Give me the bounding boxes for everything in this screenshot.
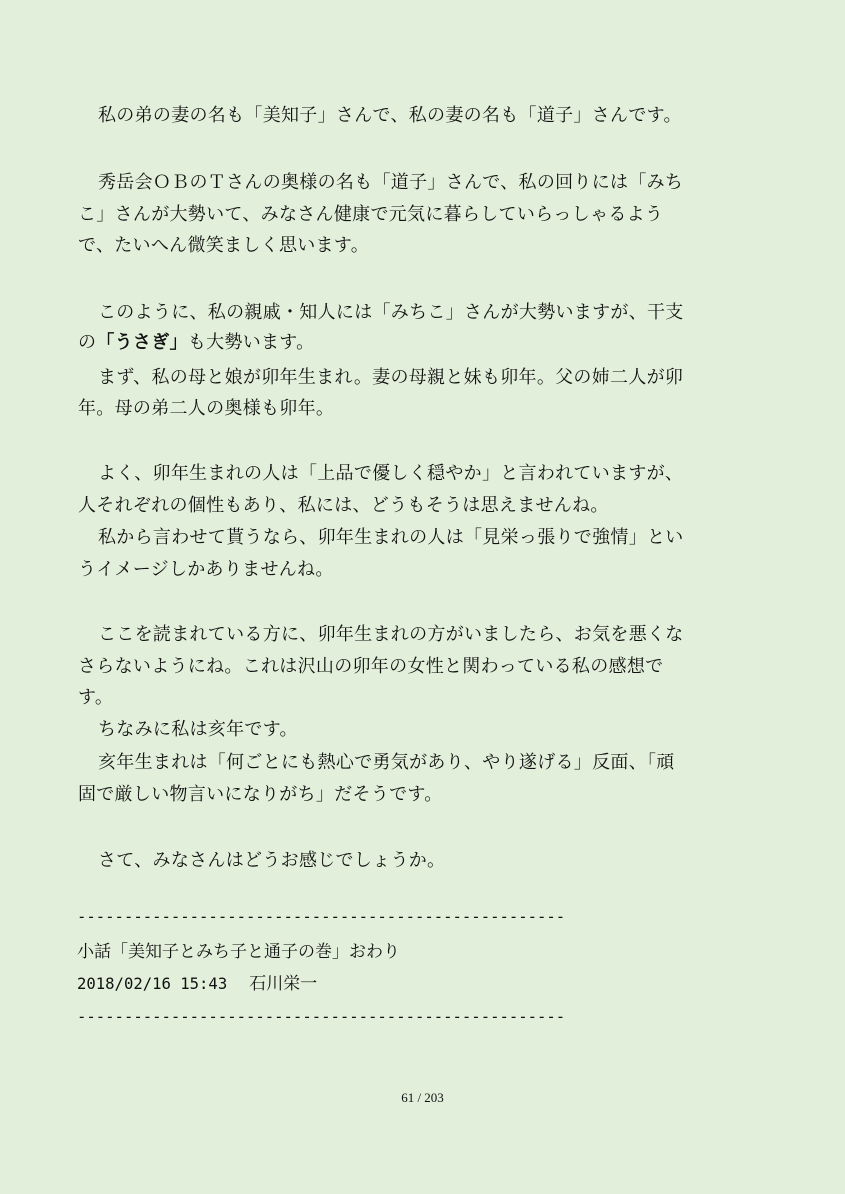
text-run: も大勢います。 bbox=[187, 332, 315, 353]
paragraph-line: 固で厳しい物言いになりがち」だそうです。 bbox=[78, 784, 443, 805]
paragraph-line: このように、私の親戚・知人には「みちこ」さんが大勢いますが、干支 bbox=[98, 302, 684, 323]
paragraph-line: 私から言わせて貰うなら、卯年生まれの人は「見栄っ張りで強情」とい bbox=[98, 527, 684, 548]
footer-date-time: 2018/02/16 15:43 bbox=[77, 975, 228, 993]
footer-author: 石川栄一 bbox=[249, 974, 318, 994]
footer-title: 小話「美知子とみち子と通子の巻」おわり bbox=[77, 942, 400, 962]
separator-bottom: ---------------------------------------------------- bbox=[77, 1008, 566, 1026]
paragraph-line: ここを読まれている方に、卯年生まれの方がいましたら、お気を悪くな bbox=[98, 624, 684, 645]
paragraph-line: さて、みなさんはどうお感じでしょうか。 bbox=[98, 850, 446, 871]
paragraph-line: 年。母の弟二人の奥様も卯年。 bbox=[78, 398, 335, 419]
paragraph-line: まず、私の母と娘が卯年生まれ。妻の母親と妹も卯年。父の姉二人が卯 bbox=[98, 367, 684, 388]
paragraph-line: こ」さんが大勢いて、みなさん健康で元気に暮らしていらっしゃるよう bbox=[78, 204, 664, 225]
paragraph-line: 秀岳会ＯＢのＴさんの奥様の名も「道子」さんで、私の回りには「みち bbox=[98, 172, 684, 193]
paragraph-line: す。 bbox=[78, 687, 114, 708]
paragraph-line: うイメージしかありませんね。 bbox=[78, 559, 334, 580]
paragraph-line: 亥年生まれは「何ごとにも熱心で勇気があり、やり遂げる」反面、「頑 bbox=[98, 752, 675, 773]
text-run: の bbox=[78, 332, 97, 353]
paragraph-line: よく、卯年生まれの人は「上品で優しく穏やか」と言われていますが、 bbox=[98, 463, 684, 484]
bold-text-usagi: 「うさぎ」 bbox=[96, 332, 188, 353]
paragraph-line: 私の弟の妻の名も「美知子」さんで、私の妻の名も「道子」さんです。 bbox=[98, 105, 682, 126]
separator-top: ---------------------------------------------------- bbox=[77, 908, 566, 926]
footer-signature bbox=[77, 973, 317, 995]
page-number: 61 / 203 bbox=[401, 1090, 444, 1105]
paragraph-line: で、たいへん微笑ましく思います。 bbox=[78, 235, 369, 256]
paragraph-line bbox=[78, 331, 314, 355]
paragraph-line: 人それぞれの個性もあり、私には、どうもそうは思えませんね。 bbox=[78, 495, 609, 516]
paragraph-line: さらないようにね。これは沢山の卯年の女性と関わっている私の感想で bbox=[78, 656, 664, 677]
paragraph-line: ちなみに私は亥年です。 bbox=[98, 719, 298, 740]
